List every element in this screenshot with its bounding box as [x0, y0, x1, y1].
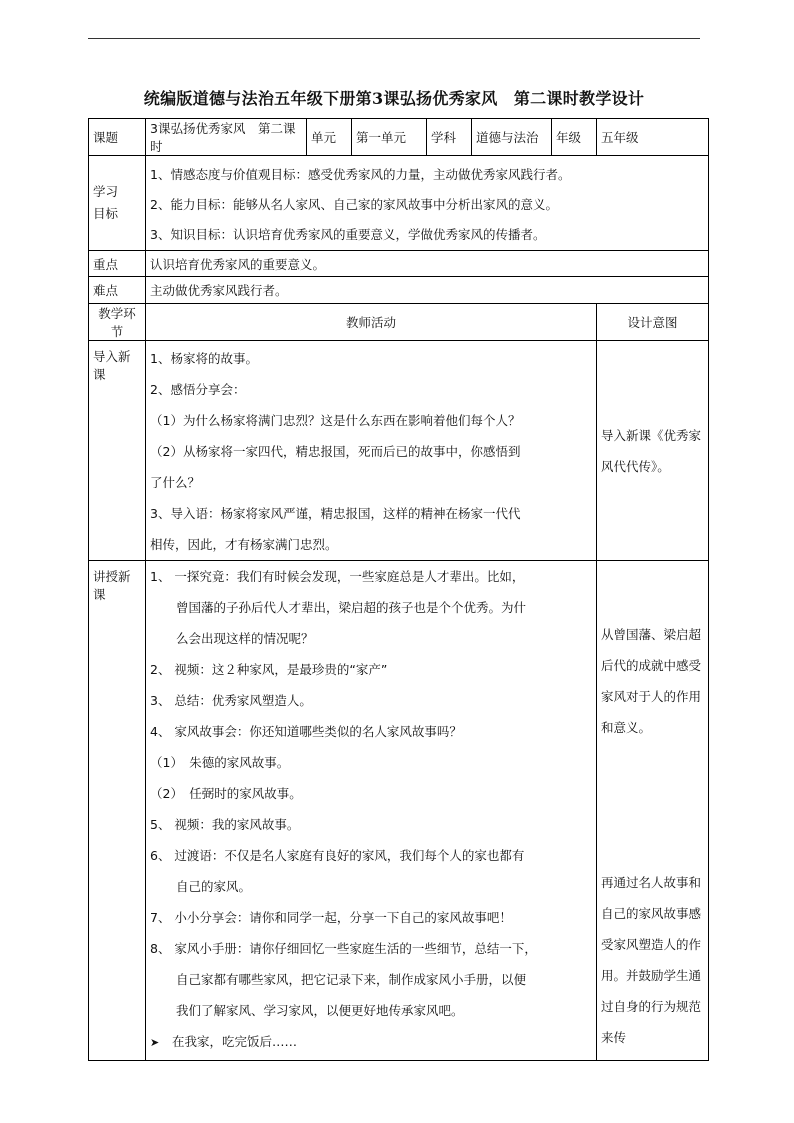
goal-item: 2、能力目标：能够从名人家风、自己家的家风故事中分析出家风的意义。: [150, 197, 558, 212]
activity-line: 3、导入语：杨家将家风严谨，精忠报国，这样的精神在杨家一代代: [150, 506, 521, 521]
activity-line: 自己的家风。: [176, 879, 252, 894]
activity-line: 相传，因此，才有杨家满门忠烈。: [150, 537, 338, 552]
intent-main: [597, 561, 709, 1061]
activity-line: 我们了解家风、学习家风，以便更好地传承家风吧。: [176, 1003, 464, 1018]
intent-intro-text: 导入新课《优秀家风代代传》。: [601, 427, 702, 474]
arrow-bullet-icon: ➤: [150, 1036, 160, 1049]
activity-line: 1、杨家将的故事。: [150, 351, 258, 366]
activity-line: （1）为什么杨家将满门忠烈？这是什么东西在影响着他们每个人？: [150, 413, 521, 428]
activity-line: 自己家都有哪些家风，把它记录下来，制作成家风小手册，以便: [176, 972, 527, 987]
intent-intro: [597, 341, 709, 561]
unit-label: 单元: [307, 119, 352, 156]
activity-line: 曾国藩的子孙后代人才辈出，梁启超的孩子也是个个优秀。为什: [176, 600, 527, 615]
goals-content: [146, 156, 709, 251]
col-intent: 设计意图: [597, 304, 709, 341]
activity-line: 1、 一探究竟：我们有时候会发现，一些家庭总是人才辈出。比如，: [150, 569, 525, 584]
focus-text: 认识培育优秀家风的重要意义。: [146, 251, 709, 277]
activity-line: 2、感悟分享会：: [150, 382, 246, 397]
goals-row: [89, 156, 709, 251]
activity-line: （2） 任弼时的家风故事。: [150, 786, 302, 801]
page-title: 统编版道德与法治五年级下册第3课弘扬优秀家风 第二课时教学设计: [143, 89, 645, 108]
activity-line: 了什么？: [150, 475, 201, 490]
focus-label: 重点: [89, 251, 146, 277]
difficulty-label: 难点: [89, 277, 146, 304]
activity-main: [146, 561, 597, 1061]
activity-line: 8、 家风小手册：请你仔细回忆一些家庭生活的一些细节，总结一下，: [150, 941, 537, 956]
activity-line: 2、 视频：这２种家风，是最珍贵的“家产”: [150, 662, 388, 677]
stage-intro: 导入新课: [89, 341, 146, 561]
topic-label: 课题: [89, 119, 146, 156]
section-main-row: [89, 561, 709, 1061]
stage-main: 讲授新课: [89, 561, 146, 1061]
goal-item: 3、知识目标：认识培育优秀家风的重要意义，学做优秀家风的传播者。: [150, 227, 546, 242]
activity-line: （1） 朱德的家风故事。: [150, 755, 290, 770]
goals-label: [89, 156, 146, 251]
activity-line: 7、 小小分享会：请你和同学一起，分享一下自己的家风故事吧！: [150, 910, 512, 925]
lesson-table: [88, 118, 709, 1061]
grade-label: 年级: [552, 119, 597, 156]
difficulty-text: 主动做优秀家风践行者。: [146, 277, 709, 304]
unit-value: 第一单元: [352, 119, 427, 156]
col-stage: 教学环节: [89, 304, 146, 341]
goal-item: 1、情感态度与价值观目标：感受优秀家风的力量，主动做优秀家风践行者。: [150, 167, 571, 182]
activity-line: （2）从杨家将一家四代，精忠报国，死而后已的故事中，你感悟到: [150, 444, 521, 459]
activity-line: 3、 总结：优秀家风塑造人。: [150, 693, 312, 708]
focus-row: [89, 251, 709, 277]
intent-main-text-1: 从曾国藩、梁启超后代的成就中感受家风对于人的作用和意义。: [601, 627, 702, 735]
subject-label: 学科: [427, 119, 472, 156]
column-header-row: [89, 304, 709, 341]
section-intro-row: [89, 341, 709, 561]
difficulty-row: [89, 277, 709, 304]
activity-line: 么会出现这样的情况呢？: [176, 631, 314, 646]
subject-value: 道德与法治: [472, 119, 552, 156]
header-row: [89, 119, 709, 156]
goals-label-text: 学习目标: [93, 184, 119, 221]
activity-bullet-line: [150, 1026, 592, 1058]
topic-value: 3课弘扬优秀家风 第二课时: [146, 119, 307, 156]
top-rule: [88, 38, 700, 39]
intent-main-text-2: 再通过名人故事和自己的家风故事感受家风塑造人的作用。并鼓励学生通过自身的行为规范来传: [601, 875, 702, 1045]
col-activity: 教师活动: [146, 304, 597, 341]
activity-intro: [146, 341, 597, 561]
activity-line: 5、 视频：我的家风故事。: [150, 817, 300, 832]
bullet-text: 在我家，吃完饭后……: [172, 1034, 298, 1049]
grade-value: 五年级: [597, 119, 709, 156]
activity-line: 6、 过渡语：不仅是名人家庭有良好的家风，我们每个人的家也都有: [150, 848, 525, 863]
activity-line: 4、 家风故事会：你还知道哪些类似的名人家风故事吗？: [150, 724, 462, 739]
